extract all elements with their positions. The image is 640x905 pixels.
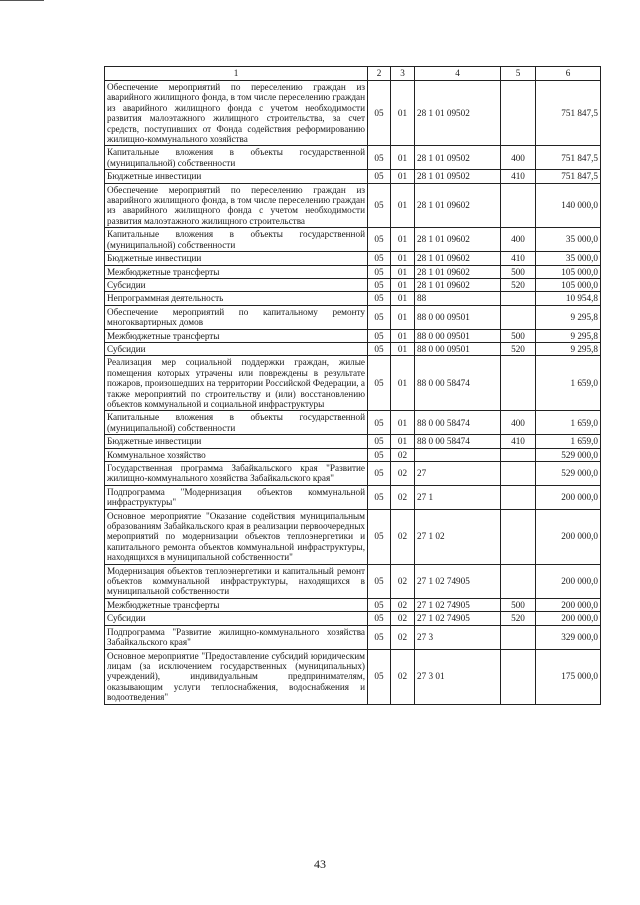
row-amount-cell: 9 295,8	[536, 329, 601, 342]
row-expense-type-cell: 410	[501, 170, 536, 183]
table-row	[105, 356, 601, 411]
row-expense-type-cell	[501, 625, 536, 649]
table-row	[105, 228, 601, 252]
row-amount-cell: 529 000,0	[536, 462, 601, 486]
row-section-cell: 05	[368, 435, 391, 448]
row-subsection-cell: 01	[391, 435, 415, 448]
header-col-expense-type: 5	[501, 67, 536, 81]
row-expense-type-cell: 400	[501, 411, 536, 435]
row-amount-cell: 9 295,8	[536, 305, 601, 329]
row-name-cell: Обеспечение мероприятий по переселению граждан из аварийного жилищного фонда, в том числе переселению граждан из аварийного жилищного фонда с учетом необходимости развития малоэтажного жилищного строительства, за счет средств, поступивших от Фонда содействия реформированию жилищно-коммунального хозяйства	[105, 81, 368, 146]
table-row	[105, 252, 601, 265]
row-target-article-cell: 27 1 02	[415, 509, 501, 564]
row-expense-type-cell	[501, 356, 536, 411]
row-section-cell: 05	[368, 228, 391, 252]
row-expense-type-cell: 400	[501, 228, 536, 252]
table-row	[105, 411, 601, 435]
row-target-article-cell: 28 1 01 09502	[415, 170, 501, 183]
row-subsection-cell: 01	[391, 146, 415, 170]
row-expense-type-cell	[501, 448, 536, 461]
row-name-cell: Межбюджетные трансферты	[105, 329, 368, 342]
row-target-article-cell: 28 1 01 09502	[415, 146, 501, 170]
row-amount-cell: 105 000,0	[536, 265, 601, 278]
table-row	[105, 462, 601, 486]
table-row	[105, 81, 601, 146]
row-amount-cell: 140 000,0	[536, 183, 601, 228]
row-expense-type-cell: 500	[501, 265, 536, 278]
row-subsection-cell: 01	[391, 265, 415, 278]
row-section-cell: 05	[368, 305, 391, 329]
row-subsection-cell: 02	[391, 448, 415, 461]
row-target-article-cell: 88 0 00 58474	[415, 411, 501, 435]
row-subsection-cell: 01	[391, 278, 415, 291]
row-expense-type-cell	[501, 649, 536, 704]
header-col-section: 2	[368, 67, 391, 81]
row-section-cell: 05	[368, 509, 391, 564]
page-number: 43	[314, 857, 326, 871]
row-amount-cell: 329 000,0	[536, 625, 601, 649]
row-target-article-cell: 88 0 00 09501	[415, 329, 501, 342]
row-expense-type-cell	[501, 183, 536, 228]
row-name-cell: Бюджетные инвестиции	[105, 252, 368, 265]
row-name-cell: Межбюджетные трансферты	[105, 265, 368, 278]
row-expense-type-cell: 500	[501, 329, 536, 342]
row-expense-type-cell: 500	[501, 598, 536, 611]
row-subsection-cell: 01	[391, 356, 415, 411]
header-col-amount: 6	[536, 67, 601, 81]
row-amount-cell: 200 000,0	[536, 564, 601, 598]
row-section-cell: 05	[368, 292, 391, 305]
budget-table	[104, 66, 601, 705]
row-expense-type-cell	[501, 462, 536, 486]
row-name-cell: Обеспечение мероприятий по переселению граждан из аварийного жилищного фонда, в том числе переселению граждан из аварийного жилищного фонда с учетом необходимости развития малоэтажного жилищного строительства	[105, 183, 368, 228]
row-expense-type-cell: 520	[501, 342, 536, 355]
row-section-cell: 05	[368, 342, 391, 355]
row-subsection-cell: 01	[391, 342, 415, 355]
row-name-cell: Субсидии	[105, 612, 368, 625]
row-amount-cell: 1 659,0	[536, 435, 601, 448]
row-expense-type-cell: 520	[501, 278, 536, 291]
table-row	[105, 435, 601, 448]
table-row	[105, 448, 601, 461]
table-header-row	[105, 67, 601, 81]
row-subsection-cell: 02	[391, 649, 415, 704]
row-section-cell: 05	[368, 81, 391, 146]
row-section-cell: 05	[368, 448, 391, 461]
row-target-article-cell: 27 3	[415, 625, 501, 649]
table-row	[105, 305, 601, 329]
row-target-article-cell: 88	[415, 292, 501, 305]
row-target-article-cell: 28 1 01 09602	[415, 278, 501, 291]
row-section-cell: 05	[368, 252, 391, 265]
row-section-cell: 05	[368, 411, 391, 435]
row-name-cell: Капитальные вложения в объекты государственной (муниципальной) собственности	[105, 411, 368, 435]
table-row	[105, 342, 601, 355]
row-section-cell: 05	[368, 146, 391, 170]
row-target-article-cell: 27	[415, 462, 501, 486]
row-name-cell: Реализация мер социальной поддержки граждан, жилые помещения которых утрачены или повреждены в результате пожаров, произошедших на территории Российской Федерации, а также мероприятий по строительству и (или) восстановлению объектов коммунальной и социальной инфраструктуры	[105, 356, 368, 411]
row-section-cell: 05	[368, 598, 391, 611]
row-amount-cell: 529 000,0	[536, 448, 601, 461]
row-amount-cell: 200 000,0	[536, 509, 601, 564]
row-name-cell: Основное мероприятие "Оказание содействия муниципальным образованиям Забайкальского края в реализации первоочередных мероприятий по модернизации объектов теплоэнергетики и капитального ремонта объектов коммунальной инфраструктуры, находящихся в муниципальной собственности"	[105, 509, 368, 564]
row-target-article-cell: 88 0 00 58474	[415, 356, 501, 411]
row-name-cell: Обеспечение мероприятий по капитальному ремонту многоквартирных домов	[105, 305, 368, 329]
row-name-cell: Субсидии	[105, 342, 368, 355]
row-name-cell: Капитальные вложения в объекты государственной (муниципальной) собственности	[105, 146, 368, 170]
row-name-cell: Капитальные вложения в объекты государственной (муниципальной) собственности	[105, 228, 368, 252]
row-amount-cell: 200 000,0	[536, 612, 601, 625]
row-subsection-cell: 01	[391, 183, 415, 228]
row-amount-cell: 9 295,8	[536, 342, 601, 355]
table-row	[105, 509, 601, 564]
row-subsection-cell: 02	[391, 612, 415, 625]
row-target-article-cell: 28 1 01 09602	[415, 252, 501, 265]
row-expense-type-cell: 520	[501, 612, 536, 625]
row-name-cell: Подпрограмма "Развитие жилищно-коммунального хозяйства Забайкальского края"	[105, 625, 368, 649]
row-subsection-cell: 01	[391, 252, 415, 265]
row-section-cell: 05	[368, 356, 391, 411]
row-subsection-cell: 02	[391, 564, 415, 598]
row-section-cell: 05	[368, 170, 391, 183]
row-target-article-cell	[415, 448, 501, 461]
row-subsection-cell: 02	[391, 625, 415, 649]
row-target-article-cell: 28 1 01 09502	[415, 81, 501, 146]
row-section-cell: 05	[368, 329, 391, 342]
row-section-cell: 05	[368, 462, 391, 486]
table-row	[105, 170, 601, 183]
row-subsection-cell: 02	[391, 485, 415, 509]
row-subsection-cell: 01	[391, 305, 415, 329]
header-col-subsection: 3	[391, 67, 415, 81]
row-section-cell: 05	[368, 485, 391, 509]
row-amount-cell: 35 000,0	[536, 228, 601, 252]
top-rule-line	[0, 0, 44, 1]
table-row	[105, 485, 601, 509]
row-section-cell: 05	[368, 564, 391, 598]
row-name-cell: Основное мероприятие "Предоставление субсидий юридическим лицам (за исключением государственных (муниципальных) учреждений), индивидуальным предпринимателям, оказывающим услуги теплоснабжения, водоснабжения и водоотведения"	[105, 649, 368, 704]
table-row	[105, 612, 601, 625]
row-subsection-cell: 01	[391, 228, 415, 252]
row-amount-cell: 200 000,0	[536, 598, 601, 611]
row-amount-cell: 105 000,0	[536, 278, 601, 291]
row-expense-type-cell	[501, 485, 536, 509]
row-expense-type-cell	[501, 81, 536, 146]
row-subsection-cell: 02	[391, 462, 415, 486]
row-target-article-cell: 27 1	[415, 485, 501, 509]
row-amount-cell: 200 000,0	[536, 485, 601, 509]
row-target-article-cell: 27 1 02 74905	[415, 564, 501, 598]
row-target-article-cell: 27 1 02 74905	[415, 598, 501, 611]
row-subsection-cell: 01	[391, 411, 415, 435]
row-name-cell: Бюджетные инвестиции	[105, 170, 368, 183]
table-row	[105, 292, 601, 305]
row-amount-cell: 10 954,8	[536, 292, 601, 305]
row-target-article-cell: 28 1 01 09602	[415, 228, 501, 252]
row-section-cell: 05	[368, 265, 391, 278]
row-subsection-cell: 02	[391, 598, 415, 611]
table-row	[105, 265, 601, 278]
row-amount-cell: 751 847,5	[536, 81, 601, 146]
row-name-cell: Субсидии	[105, 278, 368, 291]
row-target-article-cell: 28 1 01 09602	[415, 183, 501, 228]
row-amount-cell: 751 847,5	[536, 170, 601, 183]
row-expense-type-cell: 410	[501, 435, 536, 448]
row-expense-type-cell: 410	[501, 252, 536, 265]
row-name-cell: Непрограммная деятельность	[105, 292, 368, 305]
row-section-cell: 05	[368, 625, 391, 649]
row-section-cell: 05	[368, 649, 391, 704]
row-expense-type-cell	[501, 292, 536, 305]
row-section-cell: 05	[368, 612, 391, 625]
row-name-cell: Межбюджетные трансферты	[105, 598, 368, 611]
row-target-article-cell: 88 0 00 09501	[415, 342, 501, 355]
row-target-article-cell: 88 0 00 09501	[415, 305, 501, 329]
table-row	[105, 625, 601, 649]
row-target-article-cell: 27 1 02 74905	[415, 612, 501, 625]
row-amount-cell: 1 659,0	[536, 411, 601, 435]
row-subsection-cell: 02	[391, 509, 415, 564]
row-subsection-cell: 01	[391, 292, 415, 305]
row-amount-cell: 751 847,5	[536, 146, 601, 170]
table-row	[105, 146, 601, 170]
table-body	[105, 81, 601, 705]
row-subsection-cell: 01	[391, 81, 415, 146]
row-name-cell: Государственная программа Забайкальского края "Развитие жилищно-коммунального хозяйства Забайкальского края"	[105, 462, 368, 486]
row-amount-cell: 35 000,0	[536, 252, 601, 265]
table-row	[105, 649, 601, 704]
row-target-article-cell: 28 1 01 09602	[415, 265, 501, 278]
row-name-cell: Подпрограмма "Модернизация объектов коммунальной инфраструктуры"	[105, 485, 368, 509]
row-expense-type-cell	[501, 564, 536, 598]
row-amount-cell: 175 000,0	[536, 649, 601, 704]
row-expense-type-cell	[501, 509, 536, 564]
row-subsection-cell: 01	[391, 329, 415, 342]
row-target-article-cell: 27 3 01	[415, 649, 501, 704]
header-col-target-article: 4	[415, 67, 501, 81]
table-row	[105, 329, 601, 342]
table-row	[105, 564, 601, 598]
row-name-cell: Модернизация объектов теплоэнергетики и капитальный ремонт объектов коммунальной инфраструктуры, находящихся в муниципальной собственности	[105, 564, 368, 598]
row-subsection-cell: 01	[391, 170, 415, 183]
row-section-cell: 05	[368, 278, 391, 291]
row-section-cell: 05	[368, 183, 391, 228]
table-row	[105, 598, 601, 611]
row-expense-type-cell	[501, 305, 536, 329]
row-amount-cell: 1 659,0	[536, 356, 601, 411]
header-col-name: 1	[105, 67, 368, 81]
row-name-cell: Бюджетные инвестиции	[105, 435, 368, 448]
table-row	[105, 278, 601, 291]
table-row	[105, 183, 601, 228]
row-name-cell: Коммунальное хозяйство	[105, 448, 368, 461]
row-expense-type-cell: 400	[501, 146, 536, 170]
row-target-article-cell: 88 0 00 58474	[415, 435, 501, 448]
